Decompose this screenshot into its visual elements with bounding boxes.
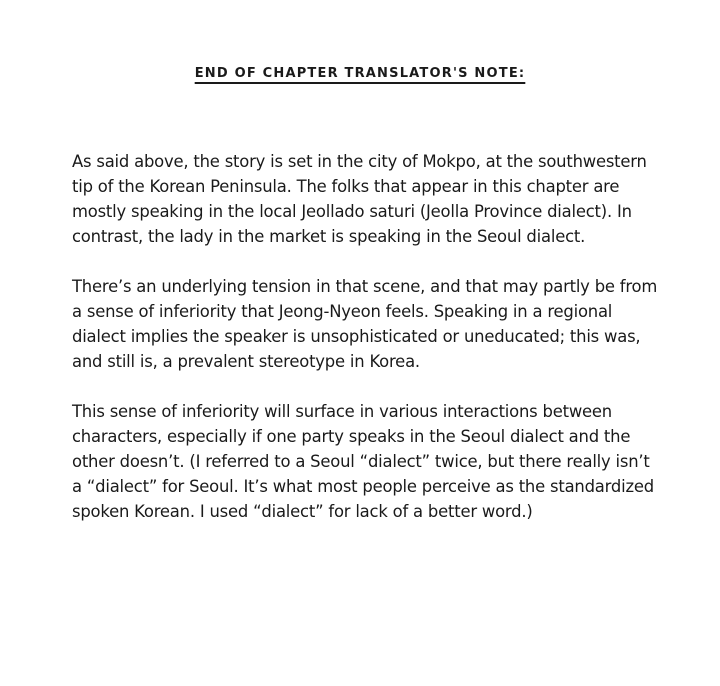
note-paragraph-3: This sense of inferiority will surface in various interactions between characters, especially if one party speaks in the Seoul dialect and the other doesn’t. (I referred to a Seoul “dialect” twice, but there really isn’t a “dialect” for Seoul. It’s what most people perceive as the standardized spoken Korean. I used “dialect” for lack of a better word.) bbox=[72, 402, 654, 521]
note-title: END OF CHAPTER TRANSLATOR'S NOTE: bbox=[194, 66, 526, 81]
note-body bbox=[72, 149, 662, 549]
note-paragraph-1: As said above, the story is set in the city of Mokpo, at the southwestern tip of the Korean Peninsula. The folks that appear in this chapter are mostly speaking in the local Jeollado saturi (Jeolla Province dialect). In contrast, the lady in the market is speaking in the Seoul dialect. bbox=[72, 152, 647, 246]
note-paragraph-2: There’s an underlying tension in that scene, and that may partly be from a sense of inferiority that Jeong-Nyeon feels. Speaking in a regional dialect implies the speaker is unsophisticated or uneducated; this was, and still is, a prevalent stereotype in Korea. bbox=[72, 277, 658, 371]
